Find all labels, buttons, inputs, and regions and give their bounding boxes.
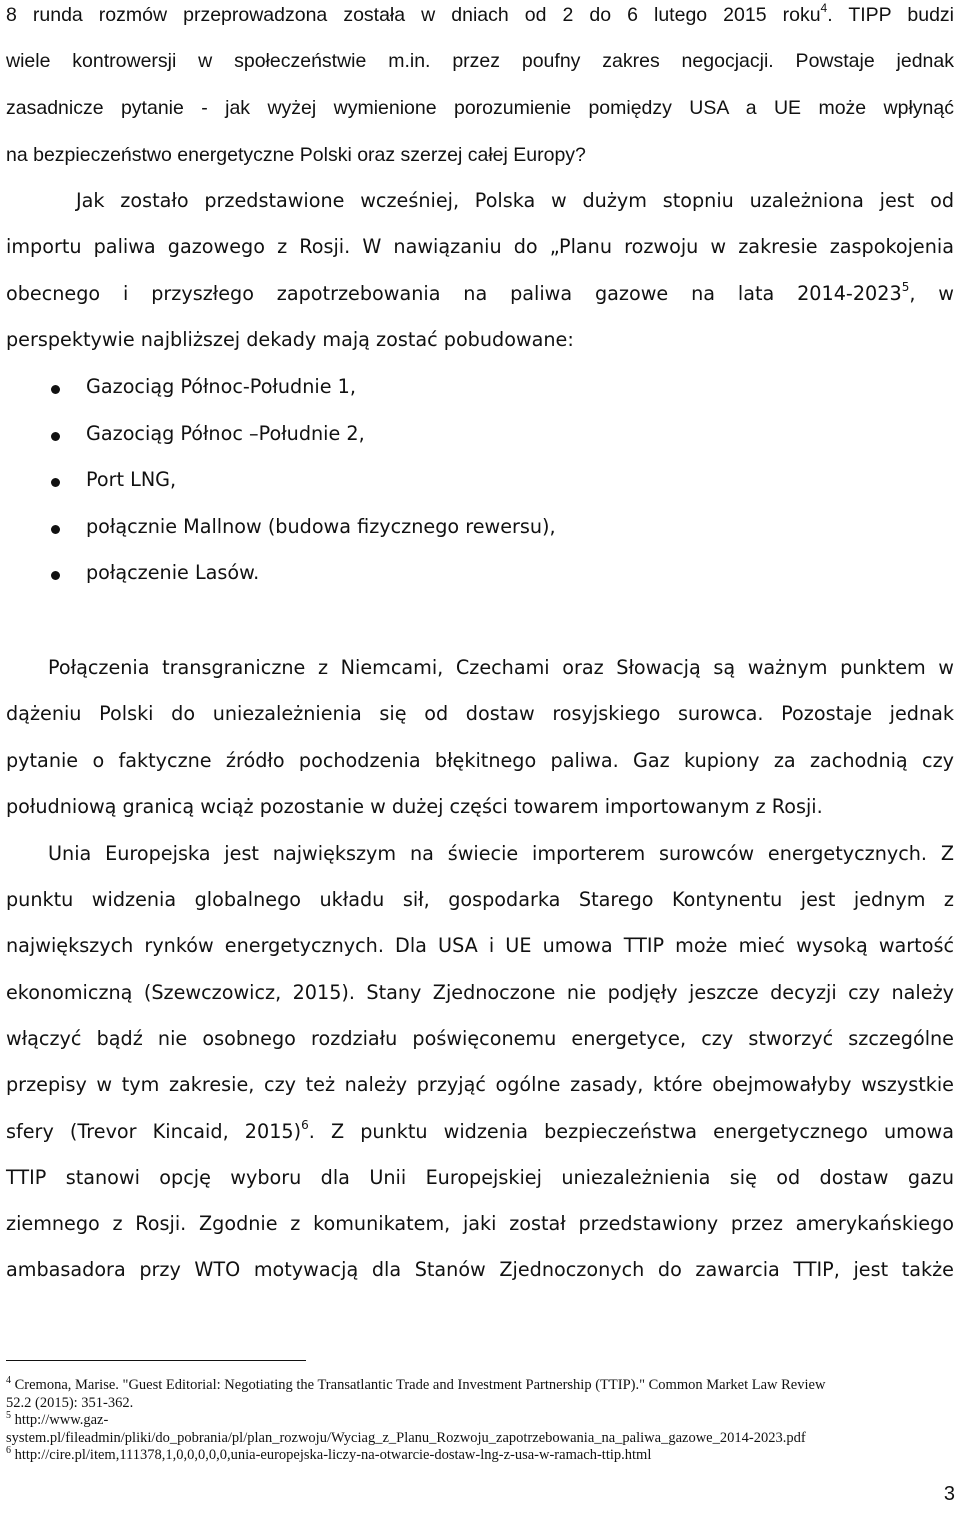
p3-line-2: dążeniu Polski do uniezależnienia się od dostaw rosyjskiego surowca. Pozostaje jednak — [6, 702, 954, 725]
bullet-item: połącznie Mallnow (budowa fizycznego rewersu), — [86, 515, 556, 538]
p4-line-8: TTIP stanowi opcję wyboru dla Unii Europejskiej uniezależnienia się od dostaw gazu — [6, 1166, 954, 1189]
p4-line-9: ziemnego z Rosji. Zgodnie z komunikatem, jaki został przedstawiony przez amerykańskiego — [6, 1212, 954, 1235]
p4-line-6: przepisy w tym zakresie, czy też należy przyjąć ogólne zasady, które obejmowałyby wszystkie — [6, 1073, 954, 1096]
text-run: . TIPP budzi — [827, 4, 954, 26]
p2-line-2: importu paliwa gazowego z Rosji. W nawiązaniu do „Planu rozwoju w zakresie zaspokojenia — [6, 235, 954, 258]
footnote-number: 4 — [6, 1375, 11, 1386]
p1-line-2: wiele kontrowersji w społeczeństwie m.in. przez poufny zakres negocjacji. Powstaje jednak — [6, 50, 954, 72]
bullet-dot — [51, 571, 60, 580]
text-run: sfery (Trevor Kincaid, 2015) — [6, 1120, 302, 1143]
footnote-4 — [6, 1375, 826, 1393]
p1-line-1 — [6, 1, 954, 26]
bullet-dot — [51, 478, 60, 487]
footnote-ref-4: 4 — [820, 1, 828, 15]
page-number: 3 — [943, 1483, 955, 1505]
p4-line-7 — [6, 1118, 954, 1143]
footnote-number: 6 — [6, 1445, 11, 1456]
p4-line-3: największych rynków energetycznych. Dla USA i UE umowa TTIP może mieć wysoką wartość — [6, 934, 954, 957]
p4-line-1: Unia Europejska jest największym na świecie importerem surowców energetycznych. Z — [48, 842, 954, 865]
bullet-item: połączenie Lasów. — [86, 561, 260, 584]
p3-line-4: południową granicą wciąż pozostanie w dużej części towarem importowanym z Rosji. — [6, 795, 823, 818]
footnote-separator — [6, 1360, 306, 1361]
footnote-ref-6: 6 — [301, 1118, 309, 1132]
bullet-item: Gazociąg Północ –Południe 2, — [86, 422, 365, 445]
footnote-6 — [6, 1445, 652, 1463]
p2-line-4: perspektywie najbliższej dekady mają zostać pobudowane: — [6, 328, 574, 351]
text-run: . Z punktu widzenia bezpieczeństwa energetycznego umowa — [308, 1120, 954, 1143]
p2-line-1: Jak zostało przedstawione wcześniej, Polska w dużym stopniu uzależniona jest od — [76, 189, 954, 212]
text-run: 8 runda rozmów przeprowadzona została w dniach od 2 do 6 lutego 2015 roku — [6, 4, 821, 26]
footnote-link[interactable]: http://www.gaz- — [14, 1412, 109, 1428]
p4-line-5: włączyć bądź nie osobnego rozdziału poświęconemu energetyce, czy stworzyć szczególne — [6, 1027, 954, 1050]
bullet-item: Gazociąg Północ-Południe 1, — [86, 375, 356, 398]
footnote-number: 5 — [6, 1410, 11, 1421]
bullet-dot — [51, 525, 60, 534]
p3-line-3: pytanie o faktyczne źródło pochodzenia błękitnego paliwa. Gaz kupiony za zachodnią czy — [6, 749, 954, 772]
text-run: , w — [909, 282, 954, 305]
p4-line-4: ekonomiczną (Szewczowicz, 2015). Stany Zjednoczone nie podjęły jeszcze decyzji czy należy — [6, 981, 954, 1004]
footnote-5-cont[interactable]: system.pl/fileadmin/pliki/do_pobrania/pl/plan_rozwoju/Wyciag_z_Planu_Rozwoju_zapotrzebowania_na_paliwa_gazowe_2014-2023.pdf — [6, 1430, 806, 1446]
p2-line-3 — [6, 280, 954, 305]
p4-line-2: punktu widzenia globalnego układu sił, gospodarka Starego Kontynentu jest jednym z — [6, 888, 954, 911]
footnote-text: Cremona, Marise. "Guest Editorial: Negotiating the Transatlantic Trade and Investment Partnership (TTIP)." Common Market Law Review — [14, 1377, 826, 1393]
footnote-5 — [6, 1410, 109, 1428]
bullet-dot — [51, 432, 60, 441]
bullet-dot — [51, 385, 60, 394]
footnote-link[interactable]: http://cire.pl/item,111378,1,0,0,0,0,0,unia-europejska-liczy-na-otwarcie-dostaw-lng-z-usa-w-ramach-ttip.html — [14, 1447, 652, 1463]
bullet-item: Port LNG, — [86, 468, 177, 491]
p3-line-1: Połączenia transgraniczne z Niemcami, Czechami oraz Słowacją są ważnym punktem w — [48, 656, 954, 679]
text-run: obecnego i przyszłego zapotrzebowania na paliwa gazowe na lata 2014-2023 — [6, 282, 902, 305]
footnote-ref-5: 5 — [901, 280, 910, 294]
p1-line-4: na bezpieczeństwo energetyczne Polski oraz szerzej całej Europy? — [6, 144, 586, 166]
footnote-4-cont: 52.2 (2015): 351-362. — [6, 1395, 134, 1411]
p4-line-10: ambasadora przy WTO motywacją dla Stanów Zjednoczonych do zawarcia TTIP, jest także — [6, 1258, 954, 1281]
p1-line-3: zasadnicze pytanie - jak wyżej wymienione porozumienie pomiędzy USA a UE może wpłynąć — [6, 97, 954, 119]
